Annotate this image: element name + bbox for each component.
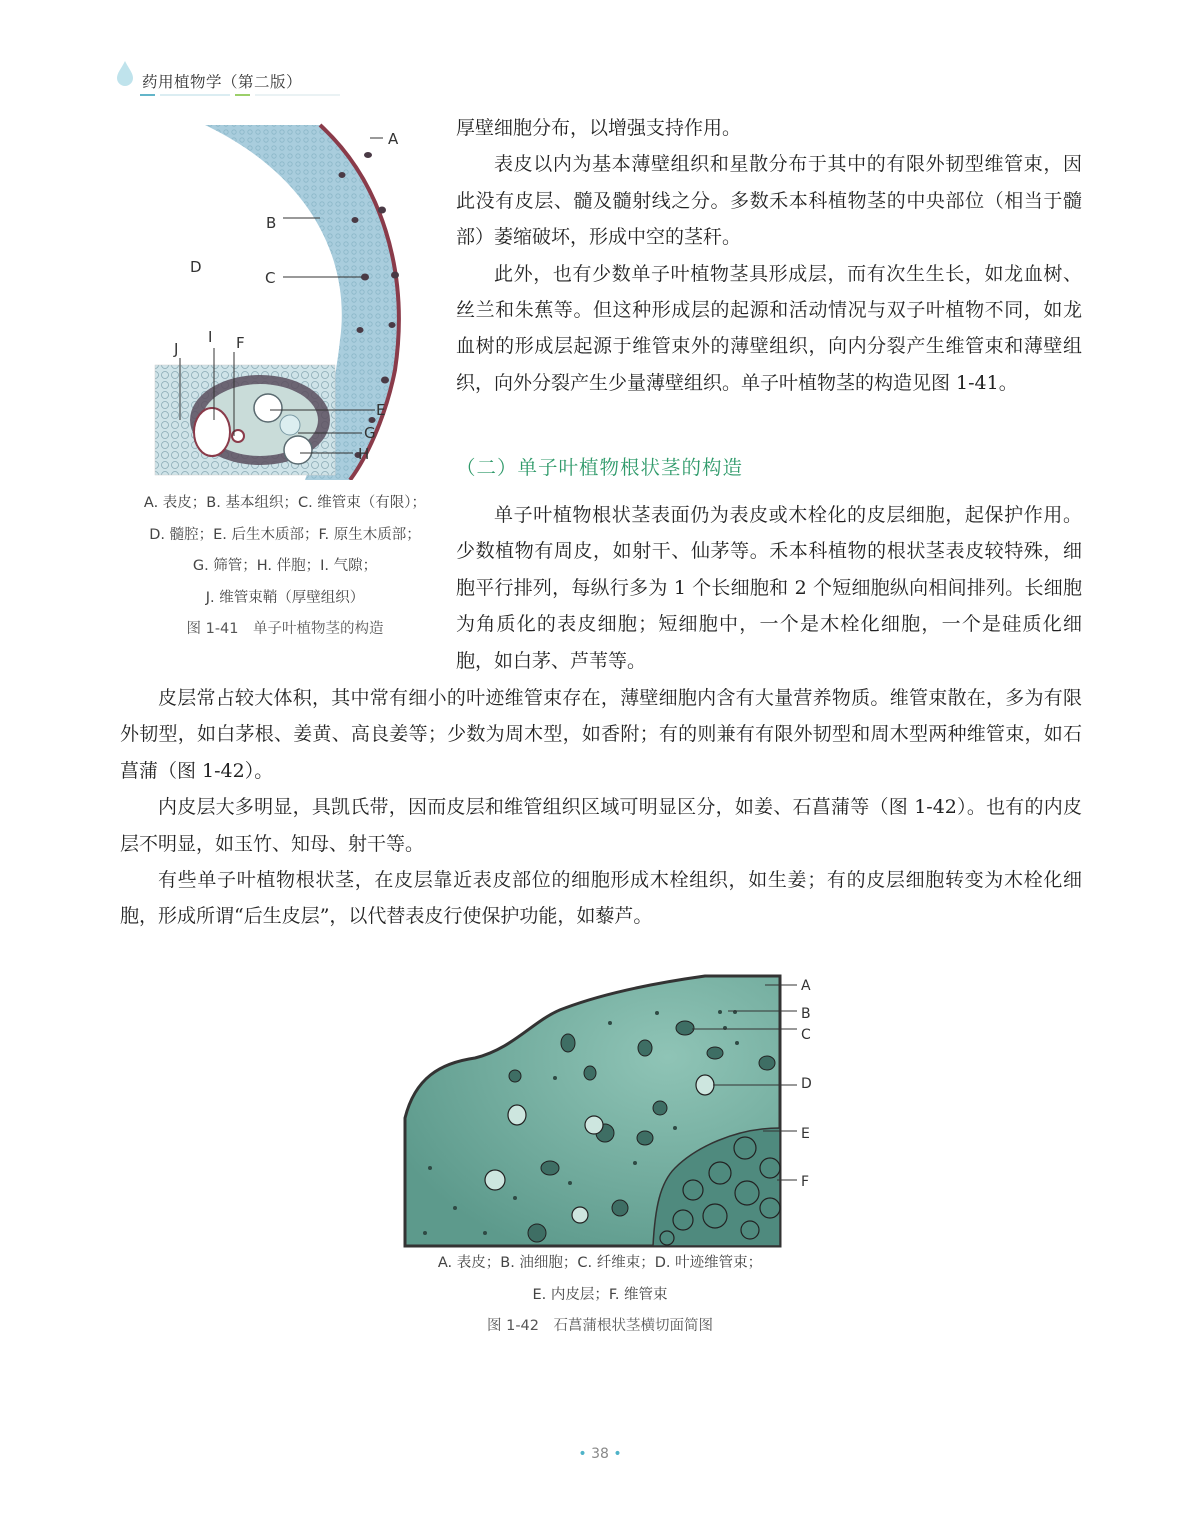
figure-title: 图 1-42 石菖蒲根状茎横切面简图 <box>486 1318 714 1334</box>
header-rule <box>140 92 340 98</box>
caption-line: A. 表皮；B. 油细胞；C. 纤维束；D. 叶迹维管束； <box>437 1255 763 1271</box>
bullet-icon: • <box>578 1446 587 1462</box>
figure-1-41-caption <box>110 488 460 646</box>
fig42-label-a: A <box>801 978 811 994</box>
bullet-icon: • <box>613 1446 622 1462</box>
paragraph: 表皮以内为基本薄壁组织和星散分布于其中的有限外韧型维管束，因此没有皮层、髓及髓射线之分。多数禾本科植物茎的中央部位（相当于髓部）萎缩破坏，形成中空的茎秆。 <box>456 153 1082 249</box>
figure-title: 图 1-41 单子叶植物茎的构造 <box>186 621 384 637</box>
fig41-label-b: B <box>266 214 277 232</box>
fig42-label-f: F <box>801 1174 810 1190</box>
caption-line: G. 筛管；H. 伴胞；I. 气隙； <box>192 558 378 574</box>
figure-1-42-caption <box>380 1248 820 1343</box>
fig41-label-f: F <box>236 334 245 352</box>
column-text-block <box>456 110 1082 401</box>
fig41-label-g: G <box>364 424 376 442</box>
paragraph: 皮层常占较大体积，其中常有细小的叶迹维管束存在，薄壁细胞内含有大量营养物质。维管束散在，多为有限外韧型，如白茅根、姜黄、高良姜等；少数为周木型，如香附；有的则兼有有限外韧型和周木型两种维管束，如石菖蒲（图 1-42）。 <box>120 687 1082 782</box>
column-text-block-2 <box>456 497 1082 679</box>
fig41-label-h: H <box>358 445 370 463</box>
water-drop-icon <box>116 60 134 86</box>
figure-1-42-illustration <box>395 968 825 1253</box>
paragraph: 单子叶植物根状茎表面仍为表皮或木栓化的皮层细胞，起保护作用。少数植物有周皮，如射干、仙茅等。禾本科植物的根状茎表皮较特殊，细胞平行排列，每纵行多为 1 个长细胞和 2 个短细胞纵向相间排列。长细胞为角质化的表皮细胞；短细胞中，一个是木栓化细胞，一个是硅质化细胞，如白茅、芦苇等。 <box>456 504 1082 672</box>
fig41-label-c: C <box>265 269 276 287</box>
fig42-label-e: E <box>801 1126 810 1142</box>
fig42-label-d: D <box>801 1076 812 1092</box>
caption-line: E. 内皮层；F. 维管束 <box>532 1286 668 1303</box>
section-heading: （二）单子叶植物根状茎的构造 <box>456 456 744 479</box>
fig42-label-c: C <box>801 1027 811 1043</box>
full-width-text-block <box>120 680 1082 935</box>
fig41-label-a: A <box>388 130 399 148</box>
paragraph: 有些单子叶植物根状茎，在皮层靠近表皮部位的细胞形成木栓组织，如生姜；有的皮层细胞转变为木栓化细胞，形成所谓“后生皮层”，以代替表皮行使保护功能，如藜芦。 <box>120 869 1082 928</box>
caption-line: D. 髓腔；E. 后生木质部；F. 原生木质部； <box>149 526 421 543</box>
fig41-label-e: E <box>376 401 386 419</box>
paragraph: 此外，也有少数单子叶植物茎具形成层，而有次生生长，如龙血树、丝兰和朱蕉等。但这种形成层的起源和活动情况与双子叶植物不同，如龙血树的形成层起源于维管束外的薄壁组织，向内分裂产生维管束和薄壁组织，向外分裂产生少量薄壁组织。单子叶植物茎的构造见图 1-41。 <box>456 262 1082 394</box>
page-number <box>560 1446 640 1462</box>
paragraph: 内皮层大多明显，具凯氏带，因而皮层和维管组织区域可明显区分，如姜、石菖蒲等（图 1-42）。也有的内皮层不明显，如玉竹、知母、射干等。 <box>120 796 1082 855</box>
fig42-label-b: B <box>801 1006 811 1022</box>
caption-line: J. 维管束鞘（厚壁组织） <box>205 589 365 606</box>
fig41-label-j: J <box>174 340 179 358</box>
paragraph: 厚壁细胞分布，以增强支持作用。 <box>456 117 742 139</box>
running-header <box>116 56 346 104</box>
page-number-value: 38 <box>591 1446 609 1462</box>
fig41-label-i: I <box>208 328 213 346</box>
book-title: 药用植物学（第二版） <box>142 73 303 91</box>
caption-line: A. 表皮；B. 基本组织；C. 维管束（有限）； <box>143 495 427 511</box>
figure-1-41-illustration <box>150 120 440 480</box>
fig41-label-d: D <box>190 258 202 276</box>
